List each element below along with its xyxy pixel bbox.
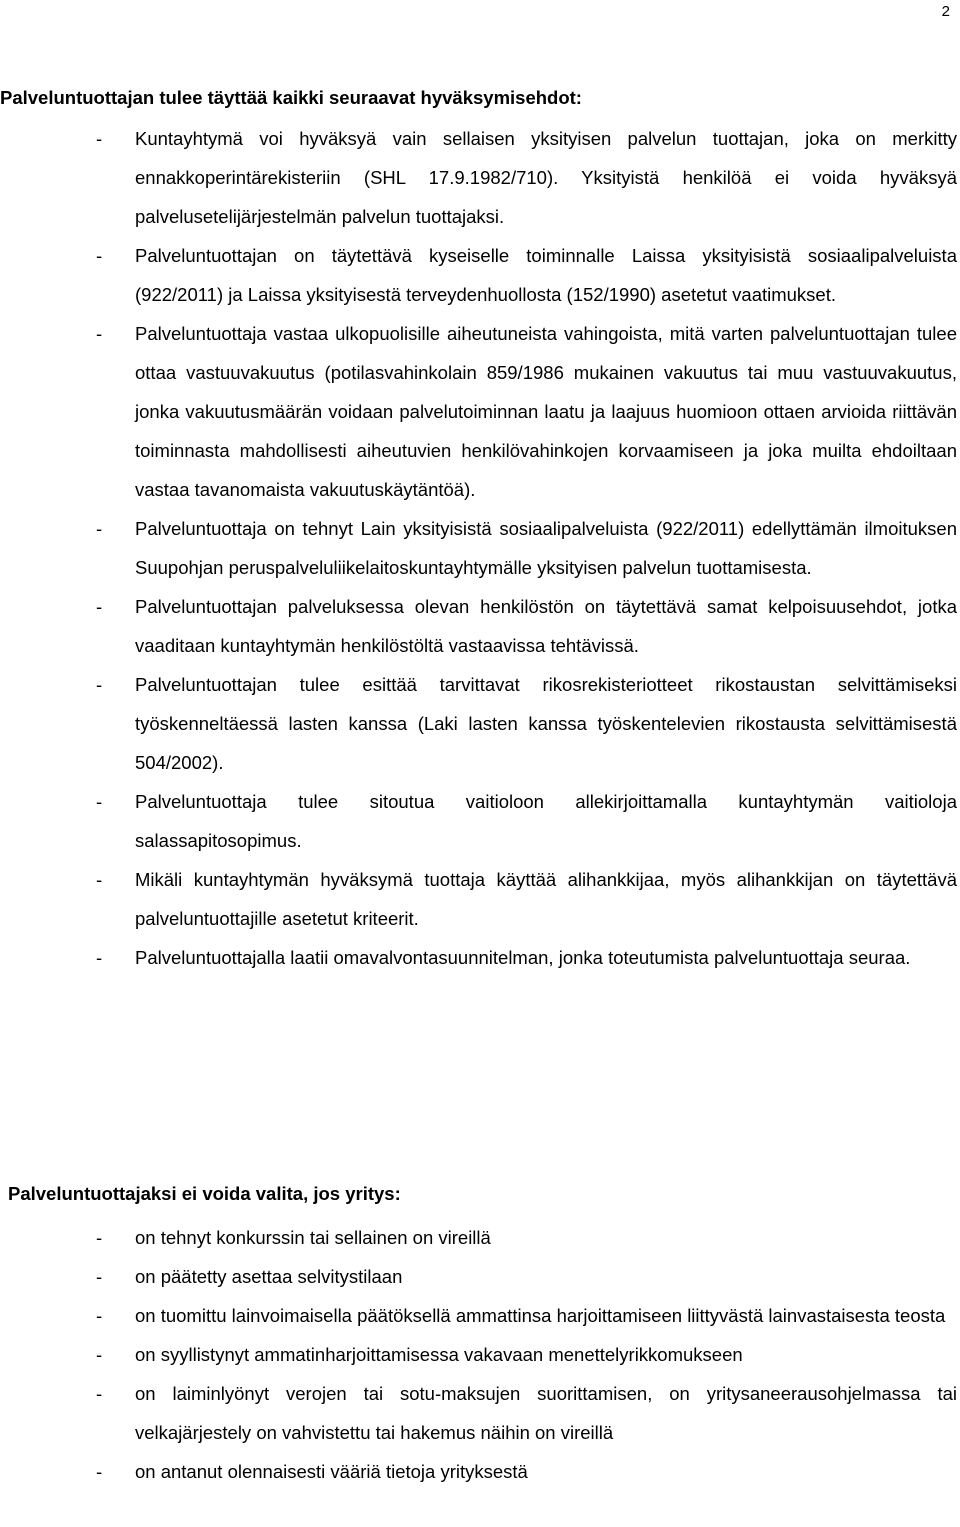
list-item-text: Palveluntuottajan palveluksessa olevan henkilöstön on täytettävä samat kelpoisuusehdot, jotka vaaditaan kuntayhtymän henkilöstöltä vastaavissa tehtävissä.	[135, 596, 957, 656]
list-dash: -	[96, 1344, 103, 1365]
list-item-text: Palveluntuottaja on tehnyt Lain yksityisistä sosiaalipalveluista (922/2011) edellyttämän ilmoituksen Suupohjan peruspalveluliikelaitoskuntayhtymälle yksityisen palvelun tuottamisesta.	[135, 518, 957, 578]
list-item	[0, 1335, 960, 1374]
list-item	[0, 782, 960, 860]
list-item-text: on tuomittu lainvoimaisella päätöksellä ammattinsa harjoittamiseen liittyvästä lainvastaisesta teosta	[135, 1305, 946, 1326]
list-dash: -	[96, 323, 103, 344]
list-item	[0, 938, 960, 977]
list-item-text: Mikäli kuntayhtymän hyväksymä tuottaja käyttää alihankkijaa, myös alihankkijan on täytettävä palveluntuottajille asetetut kriteerit.	[135, 869, 957, 929]
list-item	[0, 236, 960, 314]
list-item	[0, 119, 960, 236]
list-item-text: Palveluntuottaja vastaa ulkopuolisille aiheutuneista vahingoista, mitä varten palveluntuottajan tulee ottaa vastuuvakuutus (potilasvahinkolain 859/1986 mukainen vakuutus tai muu vastuuvakuutus, jonka vakuutusmäärän voidaan palvelutoiminnan laatu ja laajuus huomioon ottaen arvioida riittävän toiminnasta mahdollisesti aiheutuvien henkilövahinkojen korvaamiseen ja joka muilta ehdoiltaan vastaa tavanomaista vakuutuskäytäntöä).	[135, 323, 957, 500]
list-item	[0, 1257, 960, 1296]
list-dash: -	[96, 869, 103, 890]
list-dash: -	[96, 596, 103, 617]
list-dash: -	[96, 245, 103, 266]
list-item-text: Kuntayhtymä voi hyväksyä vain sellaisen yksityisen palvelun tuottajan, joka on merkitty ennakkoperintärekisteriin (SHL 17.9.1982/710). Yksityistä henkilöä ei voida hyväksyä palvelusetelijärjestelmän palvelun tuottajaksi.	[135, 128, 957, 227]
list-item-text: on päätetty asettaa selvitystilaan	[135, 1266, 403, 1287]
list-item	[0, 860, 960, 938]
list-item-text: Palveluntuottajan tulee esittää tarvittavat rikosrekisteriotteet rikostaustan selvittämiseksi työskenneltäessä lasten kanssa (Laki lasten kanssa työskentelevien rikostausta selvittämisestä 504/2002).	[135, 674, 957, 773]
list-dash: -	[96, 947, 103, 968]
list-dash: -	[96, 128, 103, 149]
list-item	[0, 314, 960, 509]
approval-conditions-section	[0, 85, 960, 977]
list-dash: -	[96, 791, 103, 812]
list-item-text: on antanut olennaisesti vääriä tietoja yrityksestä	[135, 1461, 528, 1482]
list-item-text: on syyllistynyt ammatinharjoittamisessa vakavaan menettelyrikkomukseen	[135, 1344, 743, 1365]
approval-conditions-heading: Palveluntuottajan tulee täyttää kaikki seuraavat hyväksymisehdot:	[0, 87, 582, 108]
list-dash: -	[96, 1383, 103, 1404]
exclusion-criteria-heading: Palveluntuottajaksi ei voida valita, jos yritys:	[8, 1183, 401, 1204]
list-item-text: Palveluntuottajan on täytettävä kyseiselle toiminnalle Laissa yksityisistä sosiaalipalveluista (922/2011) ja Laissa yksityisestä terveydenhuollosta (152/1990) asetetut vaatimukset.	[135, 245, 957, 305]
list-item-text: Palveluntuottajalla laatii omavalvontasuunnitelman, jonka toteutumista palveluntuottaja seuraa.	[135, 947, 911, 968]
list-dash: -	[96, 1227, 103, 1248]
list-item	[0, 509, 960, 587]
exclusion-criteria-list	[0, 1218, 960, 1491]
list-item-text: on tehnyt konkurssin tai sellainen on vireillä	[135, 1227, 491, 1248]
list-item	[0, 1218, 960, 1257]
approval-conditions-list	[0, 119, 960, 977]
list-item	[0, 587, 960, 665]
list-dash: -	[96, 1461, 103, 1482]
page-number: 2	[941, 3, 950, 20]
list-item-text: on laiminlyönyt verojen tai sotu-maksujen suorittamisen, on yritysaneerausohjelmassa tai velkajärjestely on vahvistettu tai hakemus näihin on vireillä	[135, 1383, 957, 1443]
list-dash: -	[96, 1305, 103, 1326]
list-item	[0, 1374, 960, 1452]
list-item	[0, 1452, 960, 1491]
list-dash: -	[96, 674, 103, 695]
list-item	[0, 1296, 960, 1335]
list-item	[0, 665, 960, 782]
list-item-text: Palveluntuottaja tulee sitoutua vaitioloon allekirjoittamalla kuntayhtymän vaitioloja salassapitosopimus.	[135, 791, 957, 851]
list-dash: -	[96, 1266, 103, 1287]
exclusion-criteria-section	[0, 1181, 960, 1491]
list-dash: -	[96, 518, 103, 539]
